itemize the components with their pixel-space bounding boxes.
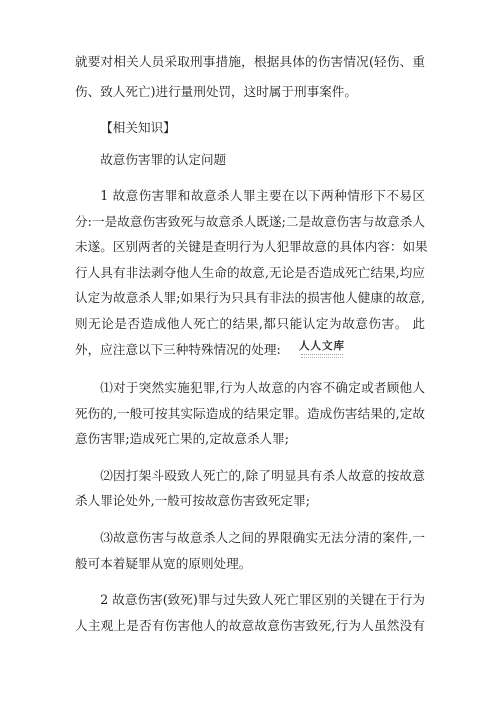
section-subheading — [75, 147, 425, 173]
text-line: 2 故意伤害(致死)罪与过失致人死亡罪区别的关键在于行为 — [100, 592, 425, 608]
paragraph-intro — [75, 47, 425, 107]
text-line: 1 故意伤害罪和故意杀人罪主要在以下两种情形下不易区 — [100, 187, 425, 203]
text-line: ⑵因打架斗殴致人死亡的,除了明显具有杀人故意的按故意 — [100, 467, 425, 483]
text-line: 伤、致人死亡)进行量刑处罚，这时属于刑事案件。 — [75, 84, 357, 99]
paragraph-case-2 — [75, 463, 425, 514]
text-line: 行人具有非法剥夺他人生命的故意,无论是否造成死亡结果,均应 — [75, 264, 425, 280]
text-line: 就要对相关人员采取刑事措施，根据具体的伤害情况(轻伤、重 — [75, 54, 425, 69]
watermark-subtext-graphic — [301, 354, 343, 358]
text-line: 外，应注意以下三种特殊情况的处理: — [75, 341, 281, 357]
text-line: 意伤害罪;造成死亡果的,定故意杀人罪; — [75, 431, 289, 447]
text-line: 则无论是否造成他人死亡的结果,都只能认定为故意伤害。 此 — [75, 315, 425, 331]
paragraph-case-1 — [75, 375, 425, 452]
text-line: ⑴对于突然实施犯罪,行为人故意的内容不确定或者顾他人 — [100, 379, 425, 395]
text-line: 人主观上是否有伤害他人的故意故意伤害致死,行为人虽然没有 — [75, 617, 425, 633]
watermark-logo — [297, 340, 347, 358]
text-line: 分:一是故意伤害致死与故意杀人既遂;二是故意伤害与故意杀人 — [75, 213, 425, 229]
text-line: 认定为故意杀人罪;如果行为只具有非法的损害他人健康的故意, — [75, 290, 425, 306]
section-heading-related-knowledge — [75, 115, 425, 141]
text-line: 死伤的,一般可按其实际造成的结果定罪。造成伤害结果的,定故 — [75, 405, 425, 421]
text-line: ⑶故意伤害与故意杀人之间的界限确实无法分清的案件,一 — [100, 530, 425, 546]
heading-line: 故意伤害罪的认定问题 — [100, 151, 227, 167]
paragraph-case-3 — [75, 525, 425, 576]
watermark-text: 人人文库 — [299, 340, 345, 352]
document-body — [75, 47, 428, 638]
text-line: 般可本着疑罪从宽的原则处理。 — [75, 555, 252, 571]
paragraph-point-2 — [75, 587, 425, 638]
text-line: 未遂。区别两者的关键是查明行为人犯罪故意的具体内容：如果 — [75, 239, 428, 255]
heading-line: 【相关知识】 — [100, 120, 176, 135]
paragraph-point-1 — [75, 183, 428, 362]
text-line: 杀人罪论处外,一般可按故意伤害致死定罪; — [75, 493, 310, 509]
